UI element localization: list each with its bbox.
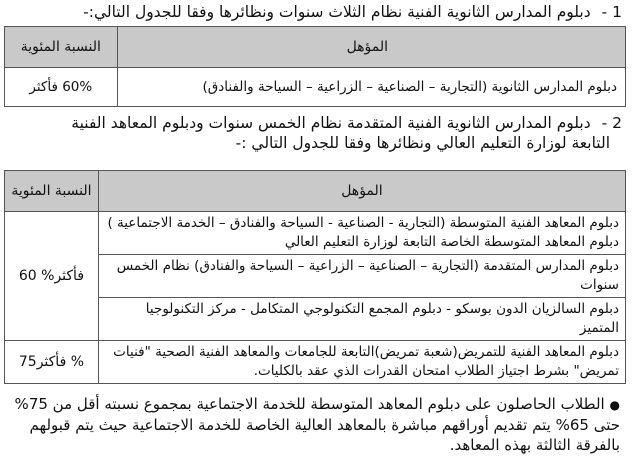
section2-group1-row3: دبلوم السالزيان الدون بوسكو - دبلوم المجمع التكنولوجي المتكامل - مركز التكنولوجيا المتميز <box>98 298 625 341</box>
section1-row-percentage: 60% فأكثر <box>5 68 118 107</box>
section1-table-header <box>5 27 626 68</box>
table-row <box>5 68 626 107</box>
table-row <box>5 255 626 298</box>
section2-heading <box>6 114 622 132</box>
section1-number: 1 - <box>601 3 622 21</box>
section2-group2-percentage: % فأكثر75 <box>5 341 99 384</box>
section1-table <box>4 26 626 107</box>
section2-heading-line2: التابعة لوزارة التعليم العالي ونظائرها وفقا للجدول التالي :- <box>235 134 610 152</box>
section2-table-header <box>5 171 626 212</box>
bullet-icon: ● <box>609 398 620 412</box>
section2-group1-row1: دبلوم المعاهد الفنية المتوسطة (التجارية - الصن‍اعية - السياحة والفنادق – الخدمة الاجتماعية ) دبلوم المعاهد المتوسطة الخاصة التابعة لوزارة التعليم العالي <box>98 212 625 255</box>
section1-row-qualification: دبلوم المدارس الثانوية (التجارية – الصناعية – الزراعية – السياحة والفنادق) <box>117 68 625 107</box>
table-row <box>5 298 626 341</box>
section2-number: 2 - <box>601 114 622 132</box>
section2-col-percentage: النسبة المئوية <box>5 171 99 212</box>
table-row <box>5 212 626 255</box>
section2-group2-row: دبلوم المعاهد الفنية للتمريض(شعبة تمريض)التابعة للجامعات والمعاهد الفنية الصحية "فنيات تمريض" بشرط اجتياز الطلاب امتحان القدرات الذي عقد بالكليات. <box>98 341 625 384</box>
section2-heading-line1: دبلوم المدارس الثانوية الفنية المتقدمة نظام الخمس سنوات ودبلوم المعاهد الفنية <box>71 114 591 132</box>
note-text: الطلاب الحاصلون على دبلوم المعاهد المتوسطة للخدمة الاجتماعية بمجموع نسبته أقل من 75% حتى 65% يتم تقديم أوراقهم مباشرة بالمعاهد العالية الخاصة للخدمة الاجتماعية حيث يتم قبولهم بالفرقة الثالثة بهذه المعاهد. <box>14 395 620 454</box>
section2-group1-row2: دبلوم المدارس المتقدمة (التجارية – الصناعية – الزراعية – السياحة والفنادق) نظام الخمس سنوات <box>98 255 625 298</box>
note-paragraph <box>4 394 620 455</box>
table-row <box>5 341 626 384</box>
section2-group1-percentage: فأكثر% 60 <box>5 212 99 341</box>
section1-col-qualification: المؤهل <box>117 27 625 68</box>
section2-table <box>4 170 626 384</box>
section1-heading <box>6 3 622 21</box>
section2-col-qualification: المؤهل <box>98 171 625 212</box>
section1-col-percentage: النسبة المئوية <box>5 27 118 68</box>
section1-heading-text: دبلوم المدارس الثانوية الفنية نظام الثلاث سنوات ونظائرها وفقا للجدول التالي:- <box>83 3 591 21</box>
